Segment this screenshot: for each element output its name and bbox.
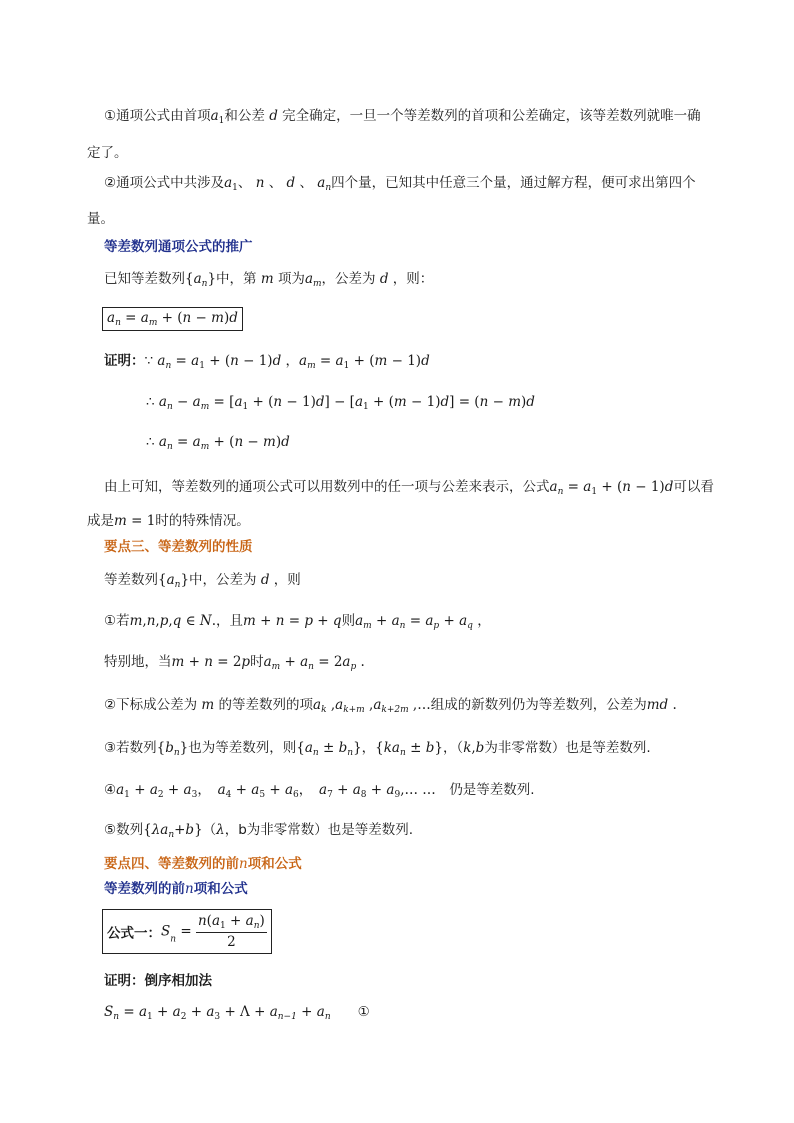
sum-fraction: $\frac{n(a_1 + a_n)}{2}$	[197, 913, 265, 950]
text: ，b为非零常数）也是等差数列.	[224, 822, 414, 838]
text: （	[202, 822, 217, 838]
prop5-line: ⑤数列$\{\lambda a_n+b\}(\lambda$，b为非零常数）也是等差数列.	[104, 822, 414, 840]
text: 由上可知，等差数列的通项公式可以用数列中的任一项与公差来表示，公式	[104, 479, 550, 495]
proof-line1: 证明：∵ $a_n = a_1 + (n - 1)d$ ，$a_m = a_1 + (m - 1)d$	[104, 353, 430, 371]
text: 完全确定，一旦一个等差数列的首项和公差确定，该等差数列就唯一确	[282, 108, 701, 124]
text: 特别地，当	[104, 654, 172, 670]
para2-line2	[87, 210, 114, 228]
proof-label: 证明：	[104, 353, 145, 369]
text: ③若数列	[104, 740, 157, 756]
text: 时	[250, 654, 264, 670]
text: 时的特殊情况。	[155, 513, 250, 529]
text: 要点四、等差数列的前	[104, 856, 239, 872]
text: 要点三、等差数列的性质	[104, 539, 253, 555]
text: ⑤数列	[104, 822, 144, 838]
text: 项和公式	[247, 856, 302, 872]
para1-line1: ①通项公式由首项$a_1$和公差 d 完全确定，一旦一个等差数列的首项和公差确定，该等差数列就唯一确	[104, 108, 701, 126]
proof2-label	[104, 972, 212, 990]
props-intro: 等差数列$\{a_n\}$中，公差为 d ，则	[104, 572, 301, 590]
text: 等差数列通项公式的推广	[104, 239, 253, 255]
text: 量。	[87, 211, 114, 227]
prop1b-line: 特别地，当m + n = 2p时$a_m + a_n = 2a_p$ .	[104, 654, 365, 672]
proof-line3: ∴ $a_n = a_m + (n - m)d$	[146, 434, 290, 452]
sum-equation-line: $S_n = a_1 + a_2 + a_3 + \Lambda + a_{n-1} + a_n$ ①	[104, 1004, 370, 1022]
heading-properties	[104, 538, 253, 556]
text: 等差数列	[104, 572, 158, 588]
text: 项为	[277, 271, 305, 287]
prop4-line: $④a_1 + a_2 + a_3$， $a_4 + a_5 + a_6$， $a_7 + a_8$ + $a_9,\dots$ … 仍是等差数列.	[104, 782, 535, 800]
heading-sum-formula: 要点四、等差数列的前n项和公式	[104, 856, 302, 872]
text: 已知等差数列	[104, 271, 185, 287]
text: 中，第	[216, 271, 257, 287]
text: 等差数列的前	[104, 881, 185, 897]
general-formula-box: $a_n = a_m + (n - m)d$	[102, 307, 243, 331]
text: ②通项公式中共涉及	[104, 175, 225, 191]
para1-line2	[87, 144, 128, 162]
text: ，（	[442, 740, 464, 756]
text: ①通项公式由首项	[104, 108, 211, 124]
text: 也为等差数列，则	[188, 740, 297, 756]
text: ④	[104, 782, 117, 798]
text: ，	[361, 740, 376, 756]
conclusion-line2: 成是m = 1时的特殊情况。	[87, 513, 250, 529]
text: 成是	[87, 513, 114, 529]
prop3-line: ③若数列$\{b_n\}$也为等差数列，则$\{a_n \pm b_n\}$，$\{ka_n \pm b\}$，（k,b为非零常数）也是等差数列.	[104, 740, 651, 758]
text: ①若	[104, 613, 130, 629]
text: 仍是等差数列.	[449, 782, 535, 798]
proof-line2: ∴ $a_n - a_m = [a_1 + (n - 1)d] - [a_1 + (m - 1)d] = (n - m)d$	[146, 394, 535, 412]
para2-line1: ②通项公式中共涉及$a_1$、 n 、 d 、 $a_n$四个量，已知其中任意三个量，通过解方程，便可求出第四个	[104, 175, 696, 193]
text: 证明：倒序相加法	[104, 973, 212, 989]
text: 可以看	[673, 479, 714, 495]
prop1-line: ①若m,n,p,q ∈ N.，且m + n = p + q则$a_m + a_n = a_p + a_q$ ，	[104, 613, 491, 631]
text: ，公差为	[321, 271, 376, 287]
formula-label: 公式一：	[107, 925, 161, 942]
conclusion-line1: 由上可知，等差数列的通项公式可以用数列中的任一项与公差来表示，公式$a_n = a_1 + (n - 1)d$可以看	[104, 479, 714, 497]
prop2-line: ②下标成公差为 m 的等差数列的项$a_k$ $,a_{k+m}$ $,a_{k+2m}$ ,…组成的新数列仍为等差数列，公差为md .	[104, 697, 677, 715]
text: 项和公式	[193, 881, 248, 897]
text: ，则	[273, 572, 301, 588]
text: ②下标成公差为	[104, 697, 198, 713]
text: ，则：	[392, 271, 434, 287]
text: 四个量，已知其中任意三个量，通过解方程，便可求出第四个	[331, 175, 696, 191]
text: 则	[341, 613, 356, 629]
text: 为非零常数）也是等差数列.	[484, 740, 651, 756]
heading-general-formula	[104, 238, 253, 256]
text: 的等差数列的项	[218, 697, 313, 713]
text: 和公差	[224, 108, 265, 124]
sum-formula-box: 公式一：$S_n$ = $\frac{n(a_1 + a_n)}{2}$	[102, 909, 272, 954]
text: ，且	[216, 613, 244, 629]
text: 组成的新数列仍为等差数列，公差为	[430, 697, 647, 713]
subheading-sum-formula: 等差数列的前n项和公式	[104, 881, 248, 897]
text: 中，公差为	[189, 572, 257, 588]
known-line: 已知等差数列$\{a_n\}$中，第 m 项为$a_m$，公差为 d ，则：	[104, 271, 434, 289]
text: 定了。	[87, 145, 128, 161]
equation-marker: ①	[357, 1004, 370, 1020]
